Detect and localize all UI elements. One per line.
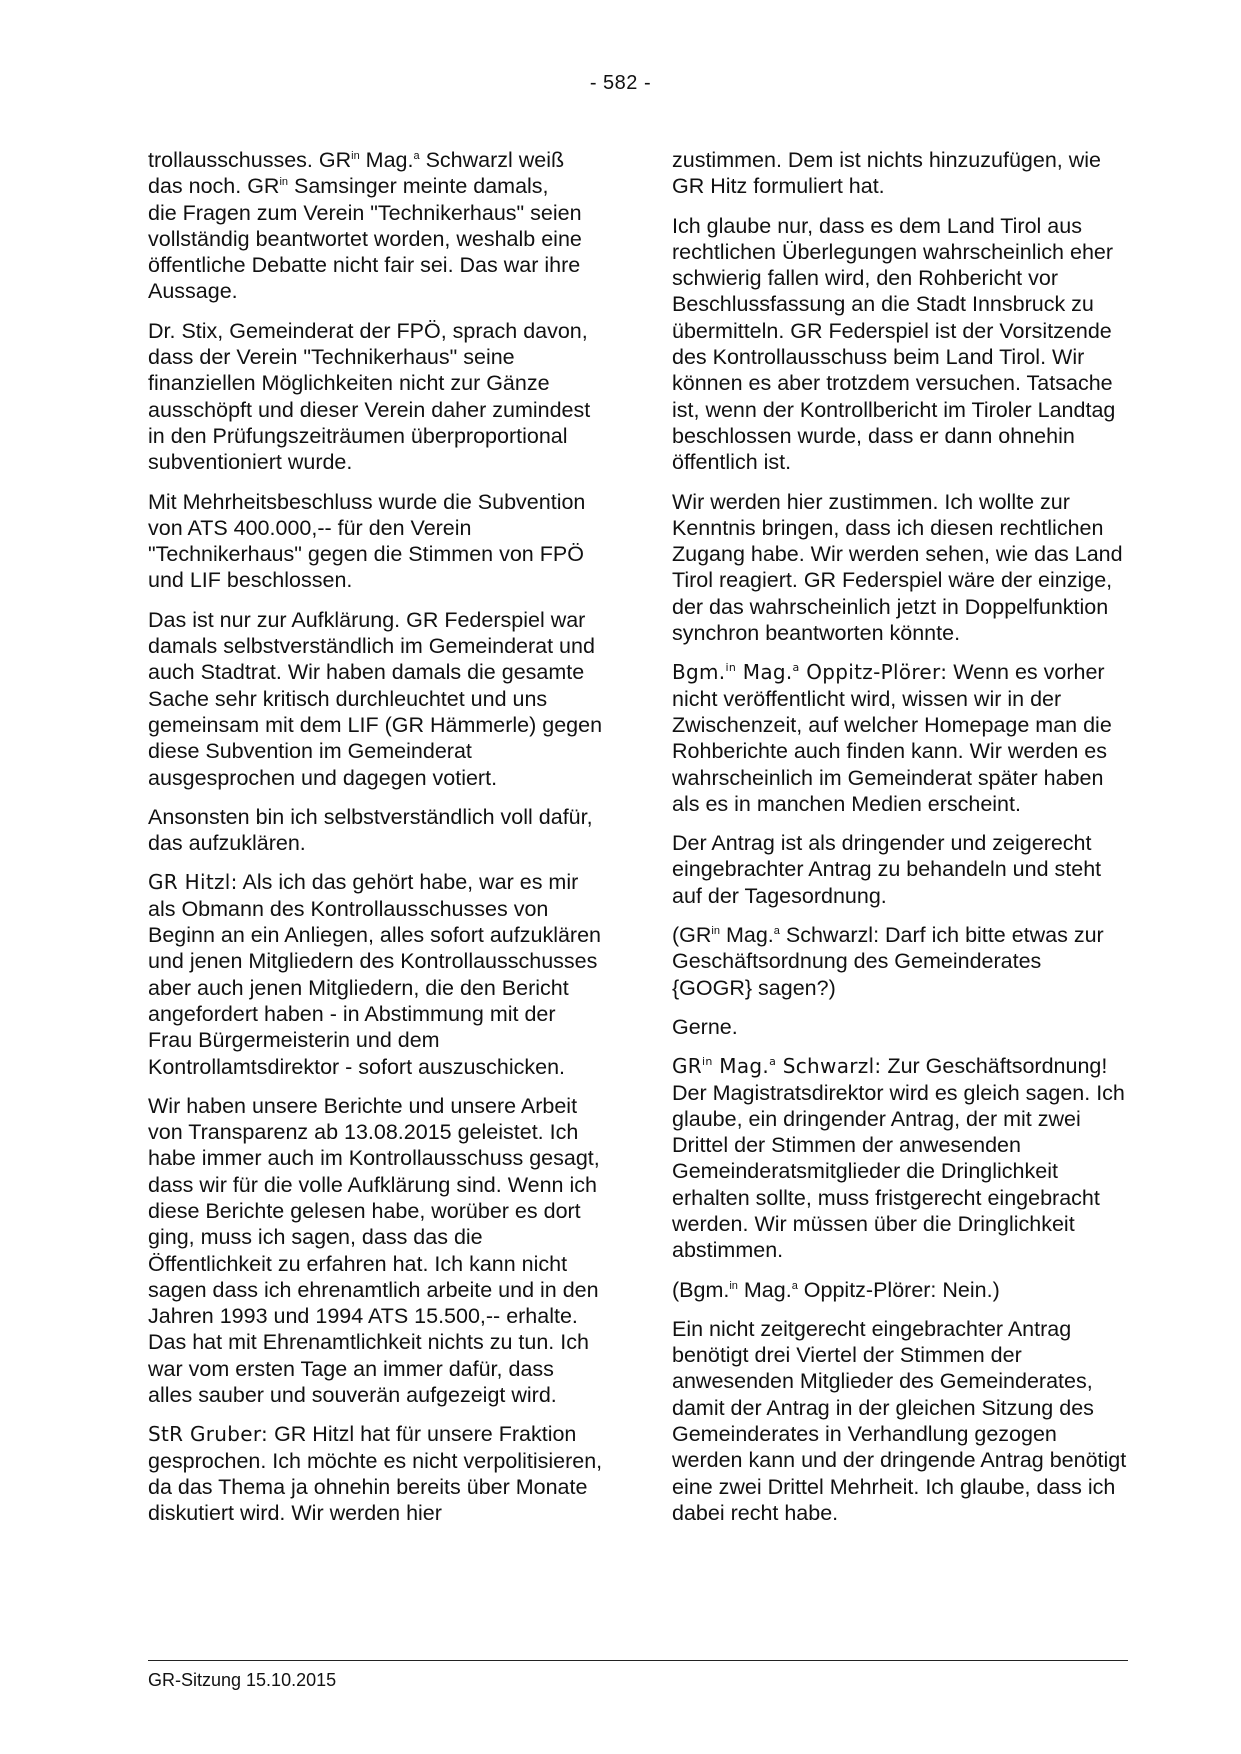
paragraph-9: (Bgm.$^{in}$ Mag.$^a$ Oppitz-Plörer: Nein.)	[672, 1277, 1000, 1302]
speaker-name: Bgm.$^{in}$ Mag.$^a$ Oppitz-Plörer:	[672, 660, 948, 685]
paragraph-5: Der Antrag ist als dringender und zeigerecht eingebrachter Antrag zu behandeln und steht auf der Tagesordnung.	[672, 831, 1102, 908]
paragraph-7: Gerne.	[672, 1014, 738, 1039]
paragraph-2: Dr. Stix, Gemeinderat der FPÖ, sprach davon, dass der Verein "Technikerhaus" seine finanziellen Möglichkeiten nicht zur Gänze ausschöpft und dieser Verein daher zumindest in den Prüfungszeiträumen überproportional subventioniert wurde.	[148, 318, 591, 475]
paragraph-7: Wir haben unsere Berichte und unsere Arbeit von Transparenz ab 13.08.2015 geleistet. Ich habe immer auch im Kontrollausschuss gesagt, dass wir für die volle Aufklärung sind. Wenn ich diese Berichte gelesen habe, worüber es dort ging, muss ich sagen, dass das die Öffentlichkeit zu erfahren hat. Ich kann nicht sagen dass ich ehrenamtlich arbeite und in den Jahren 1993 und 1994 ATS 15.500,-- erhalte. Das hat mit Ehrenamtlichkeit nichts zu tun. Ich war vom ersten Tage an immer dafür, dass alles sauber und souverän aufgezeigt wird.	[148, 1093, 600, 1408]
paragraph-10: Ein nicht zeitgerecht eingebrachter Antrag benötigt drei Viertel der Stimmen der anwesenden Mitglieder des Gemeinderates, damit der Antrag in der gleichen Sitzung des Gemeinderates in Verhandlung gezogen werden kann und der dringende Antrag benötigt eine zwei Drittel Mehrheit. Ich glaube, dass ich dabei recht habe.	[672, 1316, 1127, 1525]
footer-divider	[148, 1660, 1128, 1661]
paragraph-6: GR Hitzl: Als ich das gehört habe, war es mir als Obmann des Kontrollausschusses von Beginn an ein Anliegen, alles sofort aufzuklären und jenen Mitgliedern des Kontrollausschusses aber auch jenen Mitgliedern, die den Bericht angefordert haben - in Abstimmung mit der Frau Bürgermeisterin und dem Kontrollamtsdirektor - sofort auszuschicken.	[148, 870, 602, 1079]
speaker-name: GR Hitzl:	[148, 870, 238, 895]
paragraph-3: Mit Mehrheitsbeschluss wurde die Subvention von ATS 400.000,-- für den Verein "Technikerhaus" gegen die Stimmen von FPÖ und LIF beschlossen.	[148, 489, 586, 593]
speaker-name: StR Gruber:	[148, 1422, 269, 1447]
speaker-name: $GR^{in}$ Mag.$^a$ Schwarzl:	[672, 1054, 882, 1079]
paragraph-2: Ich glaube nur, dass es dem Land Tirol aus rechtlichen Überlegungen wahrscheinlich eher schwierig fallen wird, den Rohbericht vor Beschlussfassung an die Stadt Innsbruck zu übermitteln. GR Federspiel ist der Vorsitzende des Kontrollausschuss beim Land Tirol. Wir können es aber trotzdem versuchen. Tatsache ist, wenn der Kontrollbericht im Tiroler Landtag beschlossen wurde, dass er dann ohnehin öffentlich ist.	[672, 213, 1116, 475]
paragraph-1: zustimmen. Dem ist nichts hinzuzufügen, wie GR Hitz formuliert hat.	[672, 148, 1101, 199]
paragraph-5: Ansonsten bin ich selbstverständlich voll dafür, das aufzuklären.	[148, 804, 593, 856]
footer-text: GR-Sitzung 15.10.2015	[148, 1670, 337, 1690]
paragraph-6: ($GR^{in}$ Mag.$^a$ Schwarzl: Darf ich bitte etwas zur Geschäftsordnung des Gemeinderates {GOGR} sagen?)	[672, 923, 1104, 1000]
page-number: - 582 -	[589, 72, 652, 94]
paragraph-8: $GR^{in}$ Mag.$^a$ Schwarzl: Zur Geschäftsordnung! Der Magistratsdirektor wird es gleich sagen. Ich glaube, ein dringender Antrag, der mit zwei Drittel der Stimmen der anwesenden Gemeinderatsmitglieder die Dringlichkeit erhalten sollte, muss fristgerecht eingebracht werden. Wir müssen über die Dringlichkeit abstimmen.	[672, 1054, 1125, 1263]
right-column	[672, 147, 1127, 1539]
paragraph-4: Bgm.$^{in}$ Mag.$^a$ Oppitz-Plörer: Wenn es vorher nicht veröffentlicht wird, wissen wir in der Zwischenzeit, auf welcher Homepage man die Rohberichte auch finden kann. Wir werden es wahrscheinlich im Gemeinderat später haben als es in manchen Medien erscheint.	[672, 660, 1112, 816]
paragraph-3: Wir werden hier zustimmen. Ich wollte zur Kenntnis bringen, dass ich diesen rechtlichen Zugang habe. Wir werden sehen, wie das Land Tirol reagiert. GR Federspiel wäre der einzige, der das wahrscheinlich jetzt in Doppelfunktion synchron beantworten könnte.	[672, 489, 1123, 646]
paragraph-1: trollausschusses. $GR^{in}$ Mag.$^a$ Schwarzl weiß das noch. $GR^{in}$ Samsinger meinte damals, die Fragen zum Verein "Technikerhaus" seien vollständig beantwortet worden, weshalb eine öffentliche Debatte nicht fair sei. Das war ihre Aussage.	[148, 148, 582, 304]
left-column	[148, 147, 603, 1540]
paragraph-4: Das ist nur zur Aufklärung. GR Federspiel war damals selbstverständlich im Gemeinderat und auch Stadtrat. Wir haben damals die gesamte Sache sehr kritisch durchleuchtet und uns gemeinsam mit dem LIF (GR Hämmerle) gegen diese Subvention im Gemeinderat ausgesprochen und dagegen votiert.	[148, 607, 603, 790]
paragraph-8: StR Gruber: GR Hitzl hat für unsere Fraktion gesprochen. Ich möchte es nicht verpolitisieren, da das Thema ja ohnehin bereits über Monate diskutiert wird. Wir werden hier	[148, 1422, 603, 1526]
